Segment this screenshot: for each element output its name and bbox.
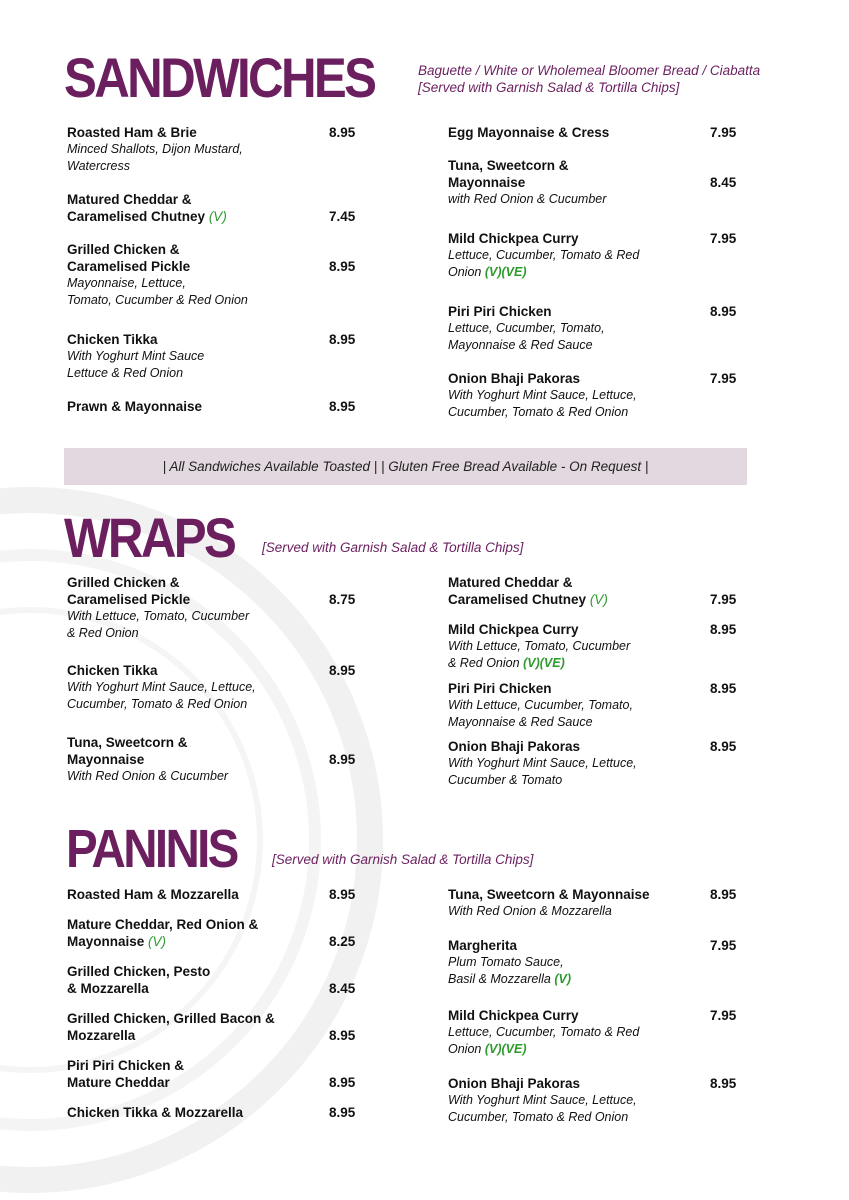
menu-item: Onion Bhaji Pakoras With Yoghurt Mint Sauce, Lettuce, Cucumber, Tomato & Red Onion	[448, 371, 637, 419]
menu-item: Onion Bhaji Pakoras With Yoghurt Mint Sauce, Lettuce, Cucumber & Tomato	[448, 739, 637, 787]
item-price: 8.45	[329, 981, 356, 996]
menu-item: Piri Piri Chicken With Lettuce, Cucumber, Tomato, Mayonnaise & Red Sauce	[448, 681, 633, 729]
menu-item: Mature Cheddar, Red Onion & Mayonnaise (V)	[67, 917, 259, 949]
item-price: 8.95	[329, 887, 356, 902]
menu-item: Matured Cheddar & Caramelised Chutney (V)	[67, 192, 227, 224]
item-price: 7.95	[710, 125, 737, 140]
veg-tag: (V)	[554, 972, 571, 986]
menu-item: Prawn & Mayonnaise	[67, 399, 203, 414]
menu-item: Grilled Chicken, Pesto & Mozzarella	[67, 964, 211, 996]
menu-item: Tuna, Sweetcorn & Mayonnaise With Red Onion & Mozzarella	[448, 887, 650, 918]
menu-item: Chicken Tikka With Yoghurt Mint Sauce Lettuce & Red Onion	[67, 332, 205, 380]
item-price: 8.95	[329, 259, 356, 274]
item-price: 7.95	[710, 938, 737, 953]
item-price: 7.45	[329, 209, 356, 224]
item-price: 8.45	[710, 175, 737, 190]
info-banner: | All Sandwiches Available Toasted | | Gluten Free Bread Available - On Request |	[64, 448, 747, 485]
item-price: 8.95	[329, 1105, 356, 1120]
item-price: 8.95	[710, 304, 737, 319]
item-price: 8.25	[329, 934, 356, 949]
item-price: 8.95	[710, 681, 737, 696]
menu-item: Grilled Chicken & Caramelised Pickle Mayonnaise, Lettuce, Tomato, Cucumber & Red Onion	[67, 242, 248, 307]
item-price: 8.95	[710, 1076, 737, 1091]
wraps-title: WRAPS	[64, 506, 235, 569]
item-price: 7.95	[710, 1008, 737, 1023]
item-price: 7.95	[710, 231, 737, 246]
item-price: 7.95	[710, 371, 737, 386]
veg-tag: (V)	[208, 209, 227, 224]
sandwiches-title: SANDWICHES	[64, 46, 375, 109]
menu-item: Roasted Ham & Brie Minced Shallots, Dijon Mustard, Watercress	[67, 125, 243, 173]
item-price: 8.95	[710, 739, 737, 754]
item-price: 8.95	[329, 125, 356, 140]
item-price: 8.75	[329, 592, 356, 607]
menu-item: Chicken Tikka With Yoghurt Mint Sauce, Lettuce, Cucumber, Tomato & Red Onion	[67, 663, 256, 711]
item-price: 8.95	[329, 1075, 356, 1090]
wraps-subtitle: [Served with Garnish Salad & Tortilla Chips]	[262, 540, 524, 555]
menu-item: Grilled Chicken & Caramelised Pickle With Lettuce, Tomato, Cucumber & Red Onion	[67, 575, 250, 640]
menu-item: Piri Piri Chicken Lettuce, Cucumber, Tomato, Mayonnaise & Red Sauce	[448, 304, 605, 352]
veg-tag: (V)(VE)	[484, 1042, 527, 1056]
veg-tag: (V)	[148, 934, 167, 949]
menu-item: Onion Bhaji Pakoras With Yoghurt Mint Sauce, Lettuce, Cucumber, Tomato & Red Onion	[448, 1076, 637, 1124]
paninis-subtitle: [Served with Garnish Salad & Tortilla Chips]	[272, 852, 534, 867]
menu-item: Mild Chickpea Curry Lettuce, Cucumber, Tomato & Red Onion (V)(VE)	[448, 1008, 640, 1056]
item-price: 8.95	[710, 622, 737, 637]
sandwiches-subtitle: Baguette / White or Wholemeal Bloomer Bread / Ciabatta [Served with Garnish Salad & Tortilla Chips]	[418, 63, 761, 95]
menu-item: Margherita Plum Tomato Sauce, Basil & Mozzarella (V)	[448, 938, 571, 986]
menu-item: Roasted Ham & Mozzarella	[67, 887, 239, 902]
menu-item: Piri Piri Chicken & Mature Cheddar	[67, 1058, 185, 1090]
veg-tag: (V)(VE)	[523, 656, 565, 670]
menu-item: Chicken Tikka & Mozzarella	[67, 1105, 244, 1120]
item-price: 8.95	[329, 332, 356, 347]
veg-tag: (V)(VE)	[484, 265, 527, 279]
paninis-title: PANINIS	[66, 819, 237, 879]
item-price: 8.95	[329, 399, 356, 414]
menu-item: Egg Mayonnaise & Cress	[448, 125, 610, 140]
menu-item: Grilled Chicken, Grilled Bacon & Mozzarella	[67, 1011, 275, 1043]
menu-item: Tuna, Sweetcorn & Mayonnaise With Red Onion & Cucumber	[67, 735, 229, 783]
item-price: 7.95	[710, 592, 737, 607]
menu-item: Mild Chickpea Curry Lettuce, Cucumber, Tomato & Red Onion (V)(VE)	[448, 231, 640, 279]
item-price: 8.95	[329, 752, 356, 767]
menu-item: Mild Chickpea Curry With Lettuce, Tomato, Cucumber & Red Onion (V)(VE)	[448, 622, 631, 670]
item-price: 8.95	[329, 1028, 356, 1043]
veg-tag: (V)	[589, 592, 608, 607]
menu-item: Matured Cheddar & Caramelised Chutney (V)	[448, 575, 608, 607]
item-price: 8.95	[329, 663, 356, 678]
item-price: 8.95	[710, 887, 737, 902]
menu-item: Tuna, Sweetcorn & Mayonnaise with Red Onion & Cucumber	[448, 158, 607, 206]
